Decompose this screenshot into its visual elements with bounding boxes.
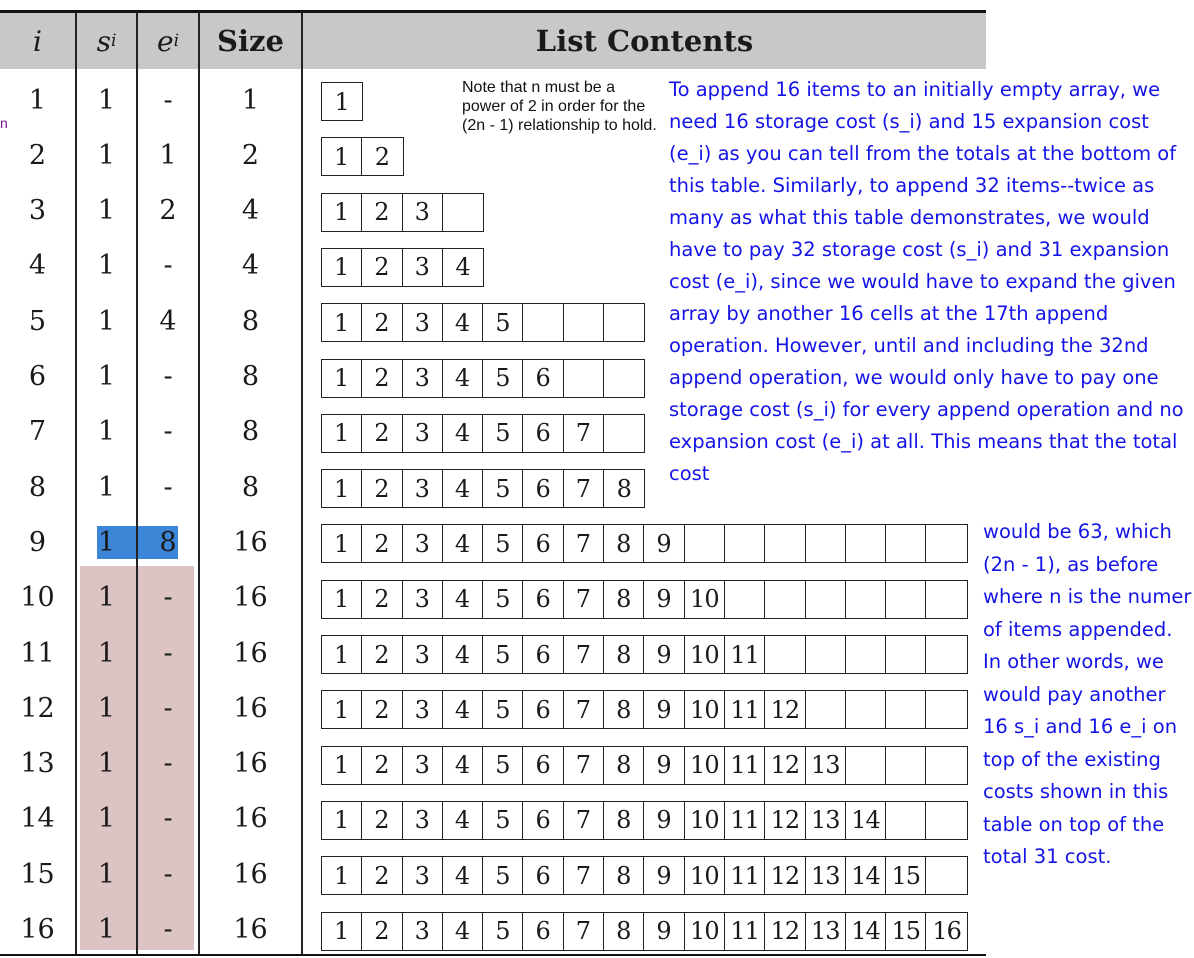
column-divider <box>301 13 303 954</box>
array-cell: 4 <box>443 636 483 673</box>
array-cell: 14 <box>846 857 886 894</box>
array-cell: 8 <box>604 913 644 950</box>
array-cell <box>443 194 483 231</box>
array-cell: 4 <box>443 802 483 839</box>
array-cell <box>604 415 644 452</box>
array-cell: 1 <box>322 138 362 175</box>
array-cell: 15 <box>886 857 926 894</box>
row-size: 16 <box>233 748 268 780</box>
array-cell: 5 <box>483 636 523 673</box>
array-cell <box>564 360 604 397</box>
row-expansion-cost: 1 <box>159 139 177 171</box>
array-cell <box>886 525 926 562</box>
array-cell: 12 <box>765 913 805 950</box>
array-cell: 5 <box>483 913 523 950</box>
array-row <box>321 524 968 563</box>
row-expansion-cost: - <box>163 84 173 116</box>
array-cell: 8 <box>604 525 644 562</box>
row-size: 16 <box>233 692 268 724</box>
row-expansion-cost: - <box>163 858 173 890</box>
array-cell: 8 <box>604 857 644 894</box>
array-cell: 2 <box>362 913 402 950</box>
header-e <box>138 13 198 69</box>
row-index: 13 <box>20 748 55 780</box>
array-cell: 4 <box>443 525 483 562</box>
array-cell: 9 <box>644 581 684 618</box>
array-row <box>321 137 404 176</box>
array-cell: 13 <box>806 747 846 784</box>
row-expansion-cost: - <box>163 582 173 614</box>
array-cell: 16 <box>932 917 961 945</box>
row-size: 2 <box>241 139 260 171</box>
array-cell: 12 <box>765 857 805 894</box>
array-row <box>321 746 968 785</box>
array-cell: 2 <box>362 802 402 839</box>
array-cell: 11 <box>725 747 765 784</box>
array-cell: 3 <box>403 857 443 894</box>
array-cell: 11 <box>725 913 765 950</box>
array-cell: 3 <box>403 747 443 784</box>
array-cell <box>926 525 966 562</box>
array-cell: 1 <box>322 194 362 231</box>
stray-mark: n <box>0 115 8 131</box>
row-expansion-cost: - <box>163 803 173 835</box>
array-cell <box>846 581 886 618</box>
array-cell: 2 <box>362 747 402 784</box>
array-cell <box>886 691 926 728</box>
array-cell: 9 <box>644 747 684 784</box>
array-cell: 2 <box>362 194 402 231</box>
array-cell: 7 <box>564 747 604 784</box>
array-cell: 8 <box>604 802 644 839</box>
array-cell: 1 <box>334 87 350 116</box>
array-cell <box>806 691 846 728</box>
array-cell <box>926 581 966 618</box>
header-s <box>77 13 136 69</box>
array-cell: 1 <box>322 249 362 286</box>
row-index: 14 <box>20 803 55 835</box>
header-list-contents: List Contents <box>535 24 754 58</box>
row-size: 8 <box>241 361 260 392</box>
array-cell <box>725 581 765 618</box>
array-cell: 6 <box>523 802 563 839</box>
array-cell: 4 <box>443 360 483 397</box>
array-cell: 1 <box>322 857 362 894</box>
array-cell: 1 <box>322 636 362 673</box>
row-size: 16 <box>233 637 268 669</box>
array-cell <box>886 747 926 784</box>
array-cell: 4 <box>443 747 483 784</box>
row-size: 4 <box>241 250 260 282</box>
array-cell: 3 <box>403 194 443 231</box>
row-size: 1 <box>241 84 260 116</box>
array-cell: 8 <box>604 581 644 618</box>
row-expansion-cost: 4 <box>159 305 177 337</box>
array-cell <box>846 691 886 728</box>
array-cell: 10 <box>685 581 725 618</box>
array-cell: 10 <box>685 913 725 950</box>
row-index: 6 <box>28 361 47 392</box>
array-cell: 9 <box>644 913 684 950</box>
row-expansion-cost: 8 <box>159 526 177 558</box>
array-cell: 1 <box>322 360 362 397</box>
array-cell <box>564 304 604 341</box>
array-cell: 7 <box>564 691 604 728</box>
header-e-sub: i <box>173 31 179 51</box>
array-row <box>321 635 968 674</box>
array-cell: 8 <box>604 747 644 784</box>
array-cell: 4 <box>443 415 483 452</box>
array-cell: 6 <box>523 636 563 673</box>
array-cell: 3 <box>403 470 443 507</box>
array-cell: 12 <box>765 691 805 728</box>
array-cell: 1 <box>322 581 362 618</box>
array-row <box>321 82 363 121</box>
array-cell: 5 <box>483 857 523 894</box>
header-s-sub: i <box>110 31 117 51</box>
array-cell: 9 <box>644 691 684 728</box>
array-cell: 3 <box>403 415 443 452</box>
array-cell: 6 <box>523 691 563 728</box>
array-cell: 5 <box>483 581 523 618</box>
blue-annotation-top: To append 16 items to an initially empty array, we need 16 storage cost (s_i) and 15 expansion cost (e_i) as you can tell from the totals at the bottom of this table. Similarly, to append 32 items--twice as many as what this table demonstrates, we would have to pay 32 storage cost (s_i) and 31 expansion cost (e_i), since we would have to expand the given array by another 16 cells at the 17th append operation. However, until and including the 32nd append operation, we would only have to pay one storage cost (s_i) for every append operation and no expansion cost (e_i) at all. This means that the total cost <box>669 78 1184 485</box>
array-cell: 3 <box>403 691 443 728</box>
row-index: 8 <box>28 471 47 503</box>
array-cell: 6 <box>523 581 563 618</box>
array-row <box>321 690 968 729</box>
row-storage-cost: 1 <box>97 361 116 392</box>
array-cell: 4 <box>443 581 483 618</box>
array-cell: 10 <box>685 691 725 728</box>
row-storage-cost: 1 <box>97 305 116 337</box>
array-cell: 8 <box>604 636 644 673</box>
row-size: 8 <box>241 305 260 337</box>
row-expansion-cost: - <box>163 416 173 448</box>
array-cell: 5 <box>483 360 523 397</box>
array-row <box>321 912 968 951</box>
array-cell: 11 <box>725 802 765 839</box>
array-cell: 13 <box>806 913 846 950</box>
array-cell: 12 <box>765 802 805 839</box>
row-index: 16 <box>20 914 55 945</box>
row-index: 2 <box>28 139 47 171</box>
array-row <box>321 193 484 232</box>
row-storage-cost: 1 <box>97 139 116 171</box>
array-cell <box>886 636 926 673</box>
row-expansion-cost: - <box>163 471 173 503</box>
array-cell <box>846 525 886 562</box>
row-expansion-cost: - <box>163 748 173 780</box>
row-expansion-cost: - <box>163 250 173 282</box>
row-size: 4 <box>241 195 260 227</box>
row-storage-cost: 1 <box>97 748 116 780</box>
array-cell: 6 <box>523 525 563 562</box>
row-size: 16 <box>233 526 268 558</box>
array-cell: 4 <box>443 470 483 507</box>
array-cell: 2 <box>362 360 402 397</box>
array-row <box>321 580 968 619</box>
array-cell <box>604 304 644 341</box>
row-index: 4 <box>28 250 47 282</box>
array-row <box>321 248 484 287</box>
row-storage-cost: 1 <box>97 803 116 835</box>
array-cell: 5 <box>483 802 523 839</box>
row-index: 10 <box>20 582 55 614</box>
array-cell: 2 <box>362 470 402 507</box>
array-cell: 13 <box>806 802 846 839</box>
array-cell: 4 <box>443 304 483 341</box>
array-row <box>321 856 968 895</box>
array-cell: 3 <box>403 913 443 950</box>
array-cell: 14 <box>846 913 886 950</box>
array-cell: 2 <box>362 415 402 452</box>
array-cell: 5 <box>483 304 523 341</box>
row-storage-cost: 1 <box>97 858 116 890</box>
array-cell: 7 <box>564 913 604 950</box>
array-cell: 7 <box>564 470 604 507</box>
array-cell <box>926 636 966 673</box>
array-cell: 7 <box>564 802 604 839</box>
array-cell: 9 <box>644 802 684 839</box>
array-cell: 15 <box>886 913 926 950</box>
row-expansion-cost: - <box>163 637 173 669</box>
array-cell: 3 <box>403 636 443 673</box>
array-cell: 3 <box>403 304 443 341</box>
array-cell: 6 <box>523 913 563 950</box>
array-cell <box>846 747 886 784</box>
row-storage-cost: 1 <box>97 416 116 448</box>
array-cell: 3 <box>403 360 443 397</box>
array-cell: 11 <box>725 691 765 728</box>
array-row <box>321 801 968 840</box>
array-cell: 1 <box>322 691 362 728</box>
row-storage-cost: 1 <box>97 914 116 945</box>
array-row <box>321 303 645 342</box>
array-cell: 8 <box>604 691 644 728</box>
array-cell <box>523 304 563 341</box>
row-storage-cost: 1 <box>97 84 116 116</box>
array-cell: 2 <box>362 581 402 618</box>
row-size: 16 <box>233 858 268 890</box>
array-cell: 2 <box>362 857 402 894</box>
array-cell: 2 <box>362 249 402 286</box>
row-expansion-cost: - <box>163 914 173 945</box>
header-size: Size <box>217 24 284 58</box>
array-cell <box>685 525 725 562</box>
array-cell: 5 <box>483 415 523 452</box>
array-cell <box>604 360 644 397</box>
row-storage-cost: 1 <box>97 637 116 669</box>
row-index: 5 <box>28 305 47 337</box>
array-cell: 1 <box>322 415 362 452</box>
row-index: 15 <box>20 858 55 890</box>
array-cell <box>765 581 805 618</box>
array-cell: 9 <box>644 636 684 673</box>
array-cell: 14 <box>846 802 886 839</box>
row-size: 16 <box>233 582 268 614</box>
array-cell: 10 <box>685 802 725 839</box>
array-cell <box>926 747 966 784</box>
array-cell: 10 <box>685 747 725 784</box>
array-cell: 7 <box>564 636 604 673</box>
array-cell: 10 <box>685 636 725 673</box>
array-cell <box>926 857 966 894</box>
array-cell: 7 <box>564 525 604 562</box>
row-storage-cost: 1 <box>97 692 116 724</box>
array-row <box>321 359 645 398</box>
row-index: 11 <box>20 637 55 669</box>
array-cell: 5 <box>483 747 523 784</box>
row-expansion-cost: - <box>163 361 173 392</box>
array-cell: 7 <box>564 857 604 894</box>
array-cell <box>886 581 926 618</box>
array-cell: 9 <box>644 525 684 562</box>
array-cell <box>926 802 966 839</box>
array-cell: 6 <box>523 360 563 397</box>
array-cell: 11 <box>725 636 765 673</box>
row-storage-cost: 1 <box>97 471 116 503</box>
array-cell: 3 <box>403 802 443 839</box>
array-cell: 5 <box>483 525 523 562</box>
array-cell: 4 <box>443 691 483 728</box>
array-cell: 1 <box>322 913 362 950</box>
row-storage-cost: 1 <box>97 250 116 282</box>
row-size: 8 <box>241 416 260 448</box>
array-cell <box>725 525 765 562</box>
array-cell: 6 <box>523 415 563 452</box>
array-cell: 2 <box>362 304 402 341</box>
array-cell: 6 <box>523 747 563 784</box>
array-cell: 12 <box>765 747 805 784</box>
array-cell: 2 <box>362 691 402 728</box>
array-cell <box>846 636 886 673</box>
row-index: 12 <box>20 692 55 724</box>
header-s-main: s <box>96 24 111 58</box>
array-cell: 2 <box>374 142 391 171</box>
row-storage-cost: 1 <box>97 526 116 558</box>
array-cell: 2 <box>362 636 402 673</box>
array-cell <box>806 525 846 562</box>
row-index: 7 <box>28 416 47 448</box>
row-expansion-cost: 2 <box>159 195 177 227</box>
array-cell: 10 <box>685 857 725 894</box>
array-cell: 4 <box>443 857 483 894</box>
array-cell: 3 <box>403 581 443 618</box>
row-storage-cost: 1 <box>97 582 116 614</box>
array-cell: 1 <box>322 747 362 784</box>
array-cell: 4 <box>443 913 483 950</box>
row-expansion-cost: - <box>163 692 173 724</box>
array-cell: 1 <box>322 802 362 839</box>
row-index: 9 <box>28 526 47 558</box>
row-index: 3 <box>28 195 47 227</box>
array-cell: 5 <box>483 691 523 728</box>
array-cell: 8 <box>616 474 632 503</box>
array-cell: 3 <box>403 249 443 286</box>
array-row <box>321 469 645 508</box>
table-bottom-rule <box>0 954 986 956</box>
array-cell: 6 <box>523 857 563 894</box>
array-cell: 9 <box>644 857 684 894</box>
array-cell: 4 <box>455 253 471 282</box>
array-cell <box>765 636 805 673</box>
row-storage-cost: 1 <box>97 195 116 227</box>
array-cell <box>806 581 846 618</box>
array-cell: 2 <box>362 525 402 562</box>
array-cell: 7 <box>564 581 604 618</box>
array-cell <box>765 525 805 562</box>
array-cell: 7 <box>564 415 604 452</box>
header-e-main: e <box>156 24 174 58</box>
array-row <box>321 414 645 453</box>
blue-annotation-bottom: would be 63, which (2n - 1), as before where n is the numer of items appended. In other words, we would pay another 16 s_i and 16 e_i on top of the existing costs shown in this table on top of the total 31 cost. <box>983 520 1192 868</box>
row-size: 16 <box>233 803 268 835</box>
row-size: 16 <box>233 914 268 945</box>
array-cell: 11 <box>725 857 765 894</box>
array-cell: 6 <box>523 470 563 507</box>
array-cell: 1 <box>322 470 362 507</box>
array-cell: 13 <box>806 857 846 894</box>
array-cell: 3 <box>403 525 443 562</box>
array-cell <box>926 691 966 728</box>
array-cell <box>886 802 926 839</box>
array-cell: 1 <box>322 304 362 341</box>
note-power-of-two: Note that n must be a power of 2 in order for the (2n - 1) relationship to hold. <box>462 79 657 134</box>
array-cell: 1 <box>322 525 362 562</box>
array-cell <box>806 636 846 673</box>
row-size: 8 <box>241 471 260 503</box>
header-i: i <box>33 24 42 58</box>
array-cell: 5 <box>483 470 523 507</box>
row-index: 1 <box>28 84 47 116</box>
